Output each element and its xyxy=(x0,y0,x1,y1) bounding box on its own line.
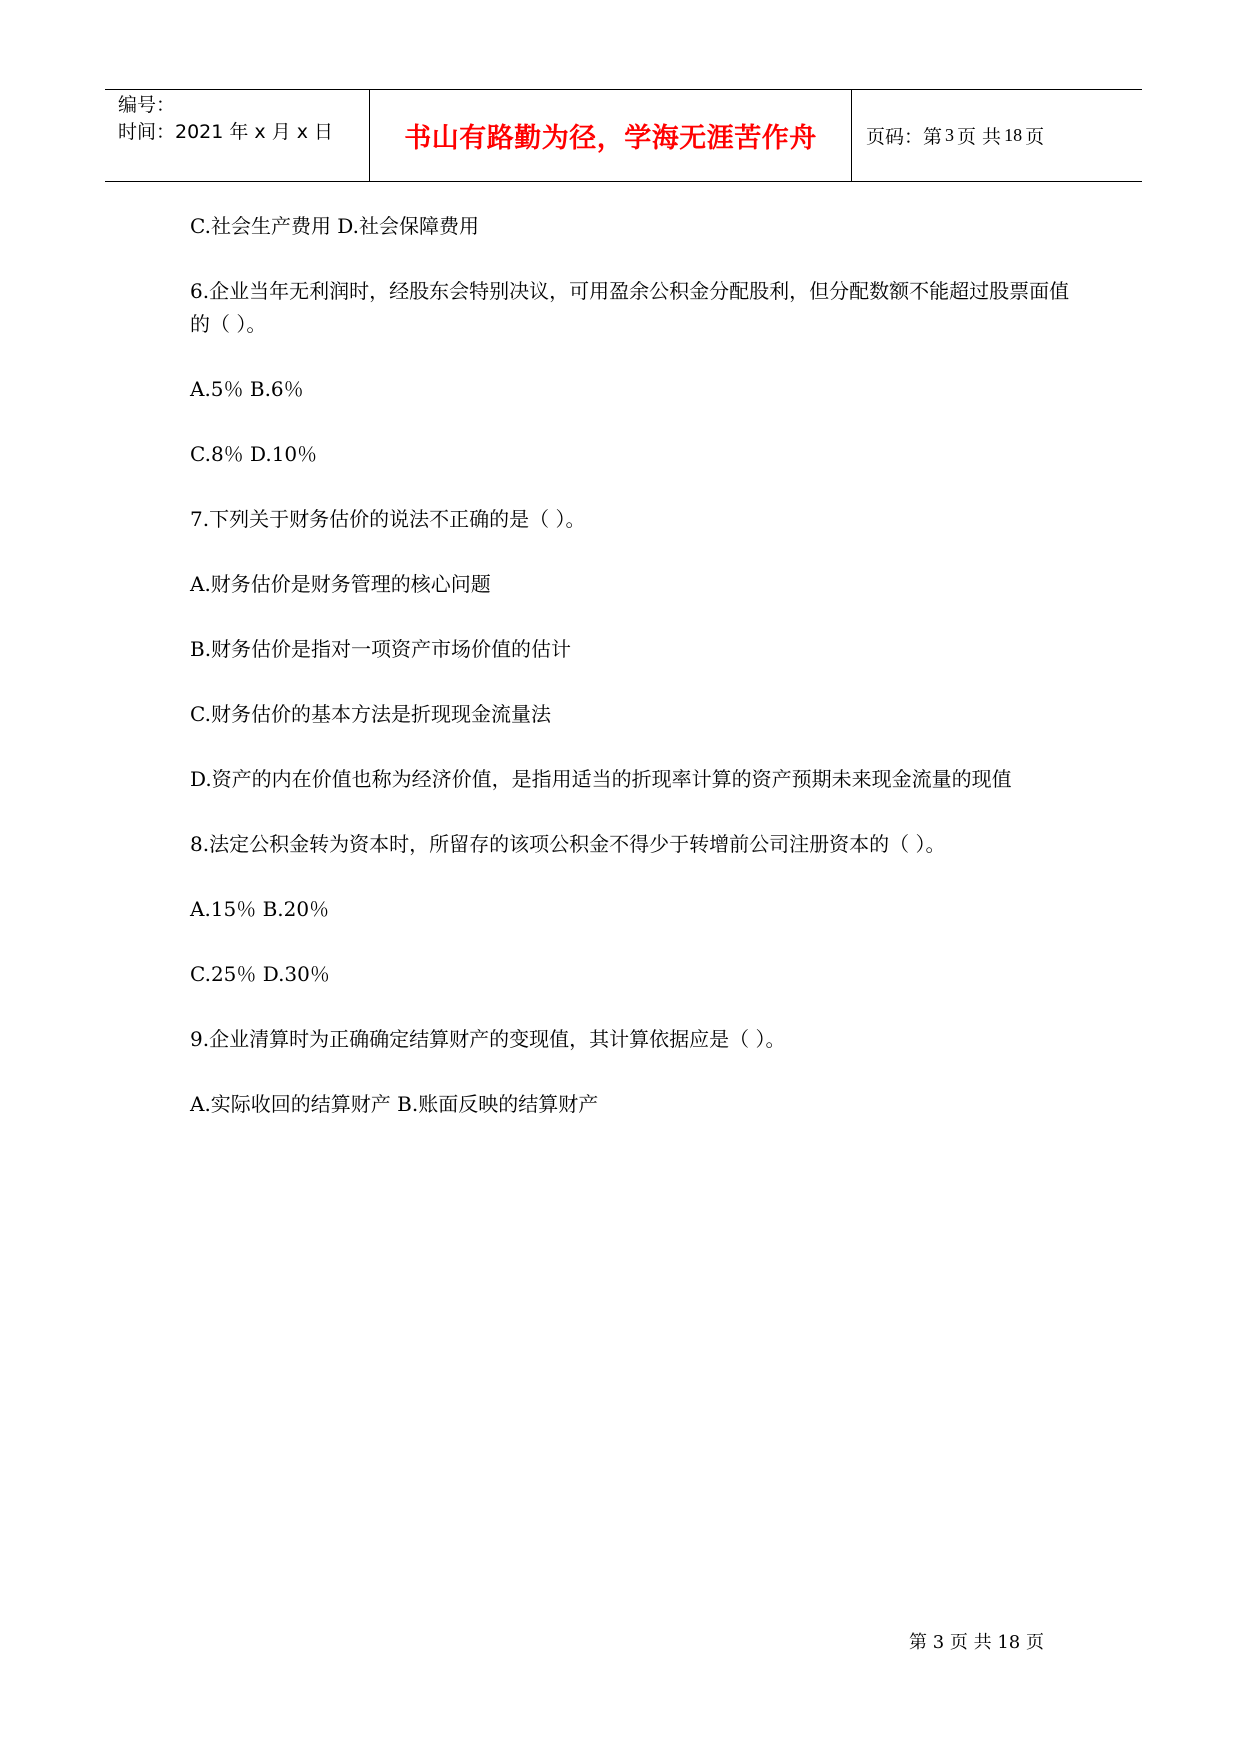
document-header xyxy=(105,89,1142,182)
document-time-label: 时间：2021 年 x 月 x 日 xyxy=(118,121,334,143)
page-prefix: 页码：第 xyxy=(866,126,943,148)
header-motto: 书山有路勤为径，学海无涯苦作舟 xyxy=(404,123,817,154)
question-7: 7.下列关于财务估价的说法不正确的是（ ）。 xyxy=(190,507,586,531)
question-6-options-cd: C.8％ D.10％ xyxy=(190,442,318,466)
body-line: C.社会生产费用 D.社会保障费用 xyxy=(190,214,479,238)
header-motto-cell xyxy=(369,90,852,181)
document-number-label: 编号： xyxy=(118,94,176,116)
question-6-options-ab: A.5％ B.6％ xyxy=(190,377,304,401)
header-meta xyxy=(105,90,369,181)
question-9: 9.企业清算时为正确确定结算财产的变现值，其计算依据应是（ ）。 xyxy=(190,1027,786,1051)
page-footer: 第 3 页 共 18 页 xyxy=(909,1632,1044,1653)
document-body xyxy=(190,210,1070,1153)
question-7-option-a: A.财务估价是财务管理的核心问题 xyxy=(190,572,491,596)
question-8-options-ab: A.15％ B.20％ xyxy=(190,897,330,921)
page-suffix: 页 xyxy=(1025,126,1045,148)
header-page-info xyxy=(852,90,1142,181)
page-mid: 页 共 xyxy=(957,126,1002,148)
question-7-option-d: D.资产的内在价值也称为经济价值，是指用适当的折现率计算的资产预期未来现金流量的现值 xyxy=(190,767,1012,791)
question-9-options-ab: A.实际收回的结算财产 B.账面反映的结算财产 xyxy=(190,1092,599,1116)
question-7-option-b: B.财务估价是指对一项资产市场价值的估计 xyxy=(190,637,572,661)
question-8-options-cd: C.25％ D.30％ xyxy=(190,962,330,986)
question-8: 8.法定公积金转为资本时，所留存的该项公积金不得少于转增前公司注册资本的（ ）。 xyxy=(190,832,946,856)
page-total: 18 xyxy=(1004,125,1023,145)
page-current: 3 xyxy=(945,125,955,145)
question-6: 6.企业当年无利润时，经股东会特别决议，可用盈余公积金分配股利，但分配数额不能超过股票面值的（ ）。 xyxy=(190,279,1070,336)
question-7-option-c: C.财务估价的基本方法是折现现金流量法 xyxy=(190,702,551,726)
